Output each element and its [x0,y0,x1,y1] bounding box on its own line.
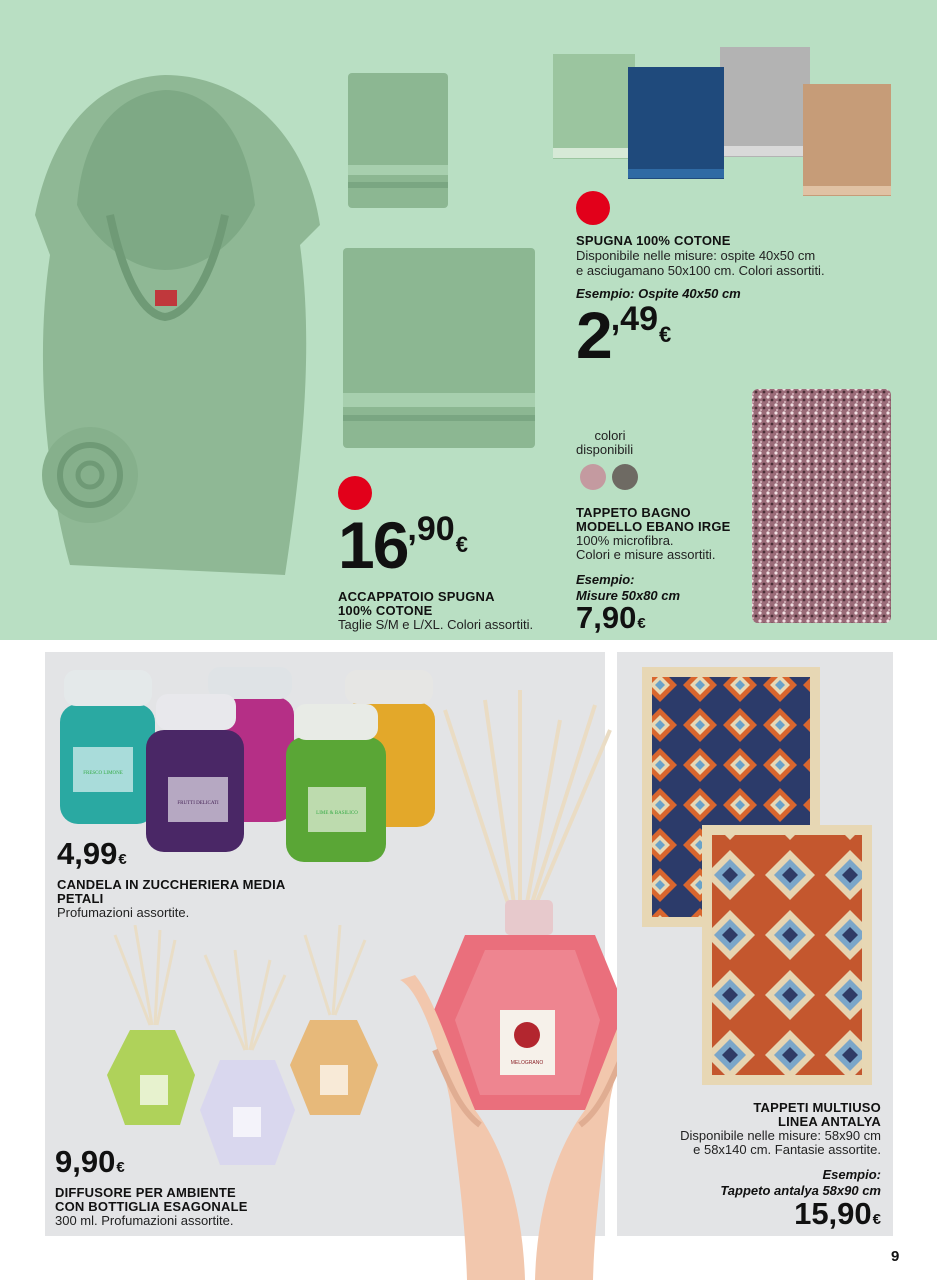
towels-desc-line2: e asciugamano 50x100 cm. Colori assortiti. [576,263,825,278]
candle-price [57,838,127,869]
bath-mat-example-line1: Esempio: [576,572,635,587]
candle-price-currency: € [118,851,127,868]
towels-desc-line1: Disponibile nelle misure: ospite 40x50 cm [576,248,816,263]
towels-price-int: 2 [576,298,611,372]
bath-mat-colors-label-line2: disponibili [576,442,634,457]
bath-mat-price-currency: € [637,615,646,632]
towels-title: SPUGNA 100% COTONE [576,233,731,248]
bath-mat-price-value: 7,90 [576,600,637,635]
bathrobe-image [15,55,335,590]
bathrobe-price-dec: ,90 [407,510,455,548]
rugs-price-currency: € [872,1211,881,1228]
small-diffusers-image [95,925,395,1175]
rugs-example-line1: Esempio: [822,1167,881,1182]
bath-mat-desc-line2: Colori e misure assortiti. [576,547,716,562]
page-number: 9 [891,1248,900,1265]
candle-title-line1: CANDELA IN ZUCCHERIERA MEDIA [57,877,286,892]
bath-mat-title-line1: TAPPETO BAGNO [576,505,691,520]
towels-example: Esempio: Ospite 40x50 cm [576,286,741,301]
bath-mat-title-line2: MODELLO EBANO IRGE [576,519,731,534]
rugs-price [626,1198,881,1229]
bathrobe-price-currency: € [455,532,468,557]
candle-price-value: 4,99 [57,836,118,871]
bathrobe-title-line1: ACCAPPATOIO SPUGNA [338,589,495,604]
diffuser-title-line2: CON BOTTIGLIA ESAGONALE [55,1199,248,1214]
towel-colors-image [548,42,898,217]
bath-mat-price [576,602,646,633]
bathrobe-title-line2: 100% COTONE [338,603,433,618]
jar-label-2: FRUTTI DELICATI [177,801,219,806]
bath-mat-desc-line1: 100% microfibra. [576,533,674,548]
diffuser-desc: 300 ml. Profumazioni assortite. [55,1213,234,1228]
bath-mat-colors-label-line1: colori [594,428,626,443]
rugs-image [640,665,875,1090]
rugs-price-value: 15,90 [794,1196,872,1231]
candle-desc: Profumazioni assortite. [57,905,190,920]
diffuser-price-currency: € [116,1159,125,1176]
rugs-title-line1: TAPPETI MULTIUSO [753,1100,881,1115]
rugs-desc-line1: Disponibile nelle misure: 58x90 cm [680,1128,881,1143]
swatch-pink [580,464,606,490]
towels-red-dot [576,191,610,225]
bath-mat-image [750,387,893,625]
big-diffuser-label: MELOGRANO [510,1060,544,1066]
jar-label-3: LIME & BASILICO [316,811,358,816]
swatch-grey [612,464,638,490]
rugs-desc-line2: e 58x140 cm. Fantasie assortite. [693,1142,881,1157]
rugs-example-line2: Tappeto antalya 58x90 cm [720,1183,881,1198]
small-towel-image [345,70,455,215]
diffuser-title-line1: DIFFUSORE PER AMBIENTE [55,1185,236,1200]
bathrobe-desc: Taglie S/M e L/XL. Colori assortiti. [338,617,534,632]
towels-price [576,298,672,372]
diffuser-price [55,1146,125,1177]
bathrobe-price-int: 16 [338,508,408,582]
diffuser-price-value: 9,90 [55,1144,116,1179]
bath-mat-example-line2: Misure 50x80 cm [576,588,681,603]
jar-label-1: FRESCO LIMONE [83,771,123,776]
candle-title-line2: PETALI [57,891,104,906]
rugs-title-line2: LINEA ANTALYA [777,1114,881,1129]
bathrobe-price [338,508,468,582]
towels-price-dec: ,49 [610,300,658,338]
bathrobe-red-dot [338,476,372,510]
large-towel-image [340,245,540,455]
towels-price-currency: € [658,322,672,347]
